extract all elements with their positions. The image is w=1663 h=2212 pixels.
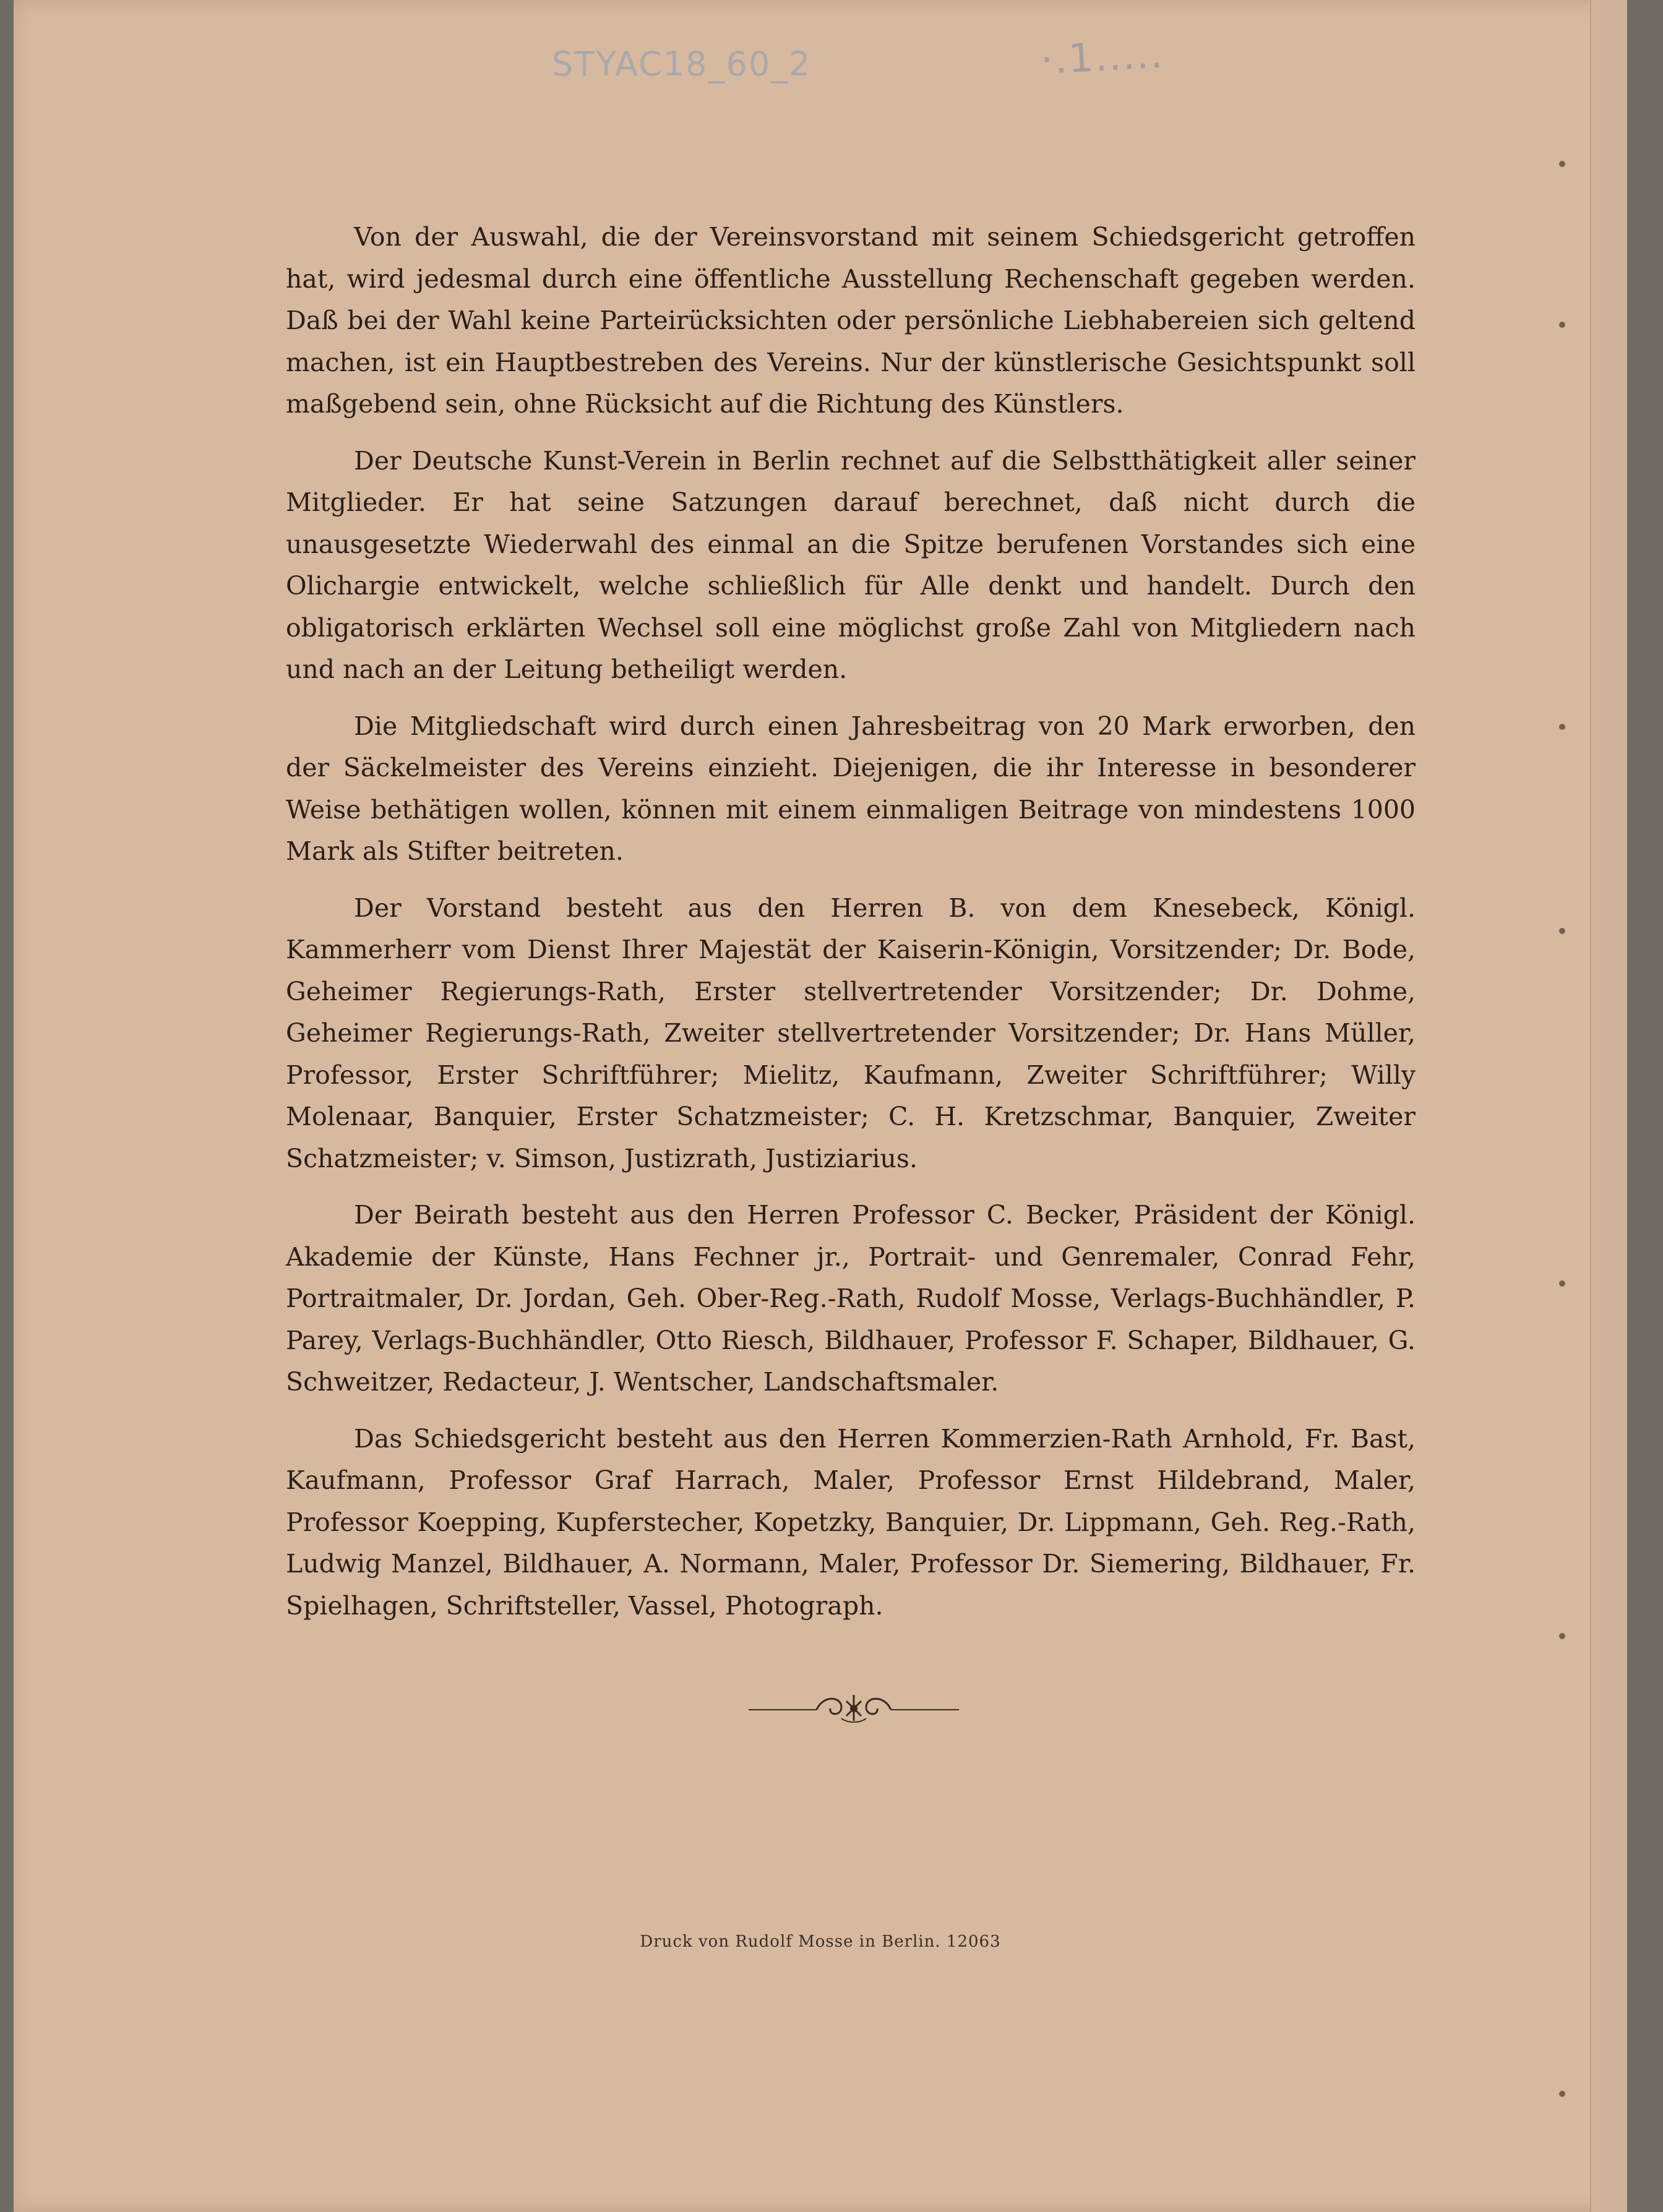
- edge-mark: [1559, 322, 1565, 328]
- edge-mark: [1559, 928, 1565, 934]
- paragraph-selection: Von der Auswahl, die der Vereinsvorstand mit seinem Schiedsgericht getroffen hat, wird jedesmal durch eine öffentliche Ausstellung Rechenschaft gegeben werden. Daß bei der Wahl keine Parteirücksichten oder persönliche Liebhabereien sich geltend machen, ist ein Hauptbestreben des Vereins. Nur der künstlerische Gesichtspunkt soll maßgebend sein, ohne Rücksicht auf die Richtung des Künstlers.: [286, 222, 1416, 419]
- paragraph-membership: Die Mitgliedschaft wird durch einen Jahresbeitrag von 20 Mark erworben, den der Säckelmeister des Vereins einzieht. Diejenigen, die ihr Interesse in besonderer Weise bethätigen wollen, können mit einem einmaligen Beitrage von mindestens 1000 Mark als Stifter beitreten.: [286, 711, 1416, 866]
- printer-imprint: Druck von Rudolf Mosse in Berlin. 12063: [640, 1932, 1001, 1951]
- document-page: [14, 0, 1627, 2212]
- floral-ornament-icon: [749, 1689, 959, 1726]
- edge-mark: [1559, 161, 1565, 167]
- edge-mark: [1559, 724, 1565, 730]
- page-edge: [1590, 0, 1627, 2212]
- paragraph-association: Der Deutsche Kunst-Verein in Berlin rechnet auf die Selbstthätigkeit aller seiner Mitglieder. Er hat seine Satzungen darauf berechnet, daß nicht durch die unausgesetzte Wiederwahl des einmal an die Spitze berufenen Vorstandes sich eine Olichargie entwickelt, welche schließlich für Alle denkt und handelt. Durch den obligatorisch erklärten Wechsel soll eine möglichst große Zahl von Mitgliedern nach und nach an der Leitung betheiligt werden.: [286, 445, 1416, 684]
- paragraph-jury: Das Schiedsgericht besteht aus den Herren Kommerzien-Rath Arnhold, Fr. Bast, Kaufmann, Professor Graf Harrach, Maler, Professor Ernst Hildebrand, Maler, Professor Koepping, Kupferstecher, Kopetzky, Banquier, Dr. Lippmann, Geh. Reg.-Rath, Ludwig Manzel, Bildhauer, A. Normann, Maler, Professor Dr. Siemering, Bildhauer, Fr. Spielhagen, Schriftsteller, Vassel, Photograph.: [286, 1423, 1416, 1621]
- shelfmark-annotation: STYAC18_60_2: [552, 45, 812, 84]
- edge-mark: [1559, 1633, 1565, 1639]
- paragraph-board: Der Vorstand besteht aus den Herren B. von dem Knesebeck, Königl. Kammerherr vom Dienst Ihrer Majestät der Kaiserin-Königin, Vorsitzender; Dr. Bode, Geheimer Regierungs-Rath, Erster stellvertretender Vorsitzender; Dr. Dohme, Geheimer Regierungs-Rath, Zweiter stellvertretender Vorsitzender; Dr. Hans Müller, Professor, Erster Schriftführer; Mielitz, Kaufmann, Zweiter Schriftführer; Willy Molenaar, Banquier, Erster Schatzmeister; C. H. Kretzschmar, Banquier, Zweiter Schatzmeister; v. Simson, Justizrath, Justiziarius.: [286, 893, 1416, 1173]
- pencil-note: ·.1.....: [1039, 31, 1165, 84]
- edge-mark: [1559, 2091, 1565, 2097]
- edge-mark: [1559, 1280, 1565, 1287]
- document-body: [286, 216, 1416, 1642]
- paragraph-advisory-council: Der Beirath besteht aus den Herren Professor C. Becker, Präsident der Königl. Akademie der Künste, Hans Fechner jr., Portrait- und Genremaler, Conrad Fehr, Portraitmaler, Dr. Jordan, Geh. Ober-Reg.-Rath, Rudolf Mosse, Verlags-Buchhändler, P. Parey, Verlags-Buchhändler, Otto Riesch, Bildhauer, Professor F. Schaper, Bildhauer, G. Schweitzer, Redacteur, J. Wentscher, Landschaftsmaler.: [286, 1200, 1416, 1397]
